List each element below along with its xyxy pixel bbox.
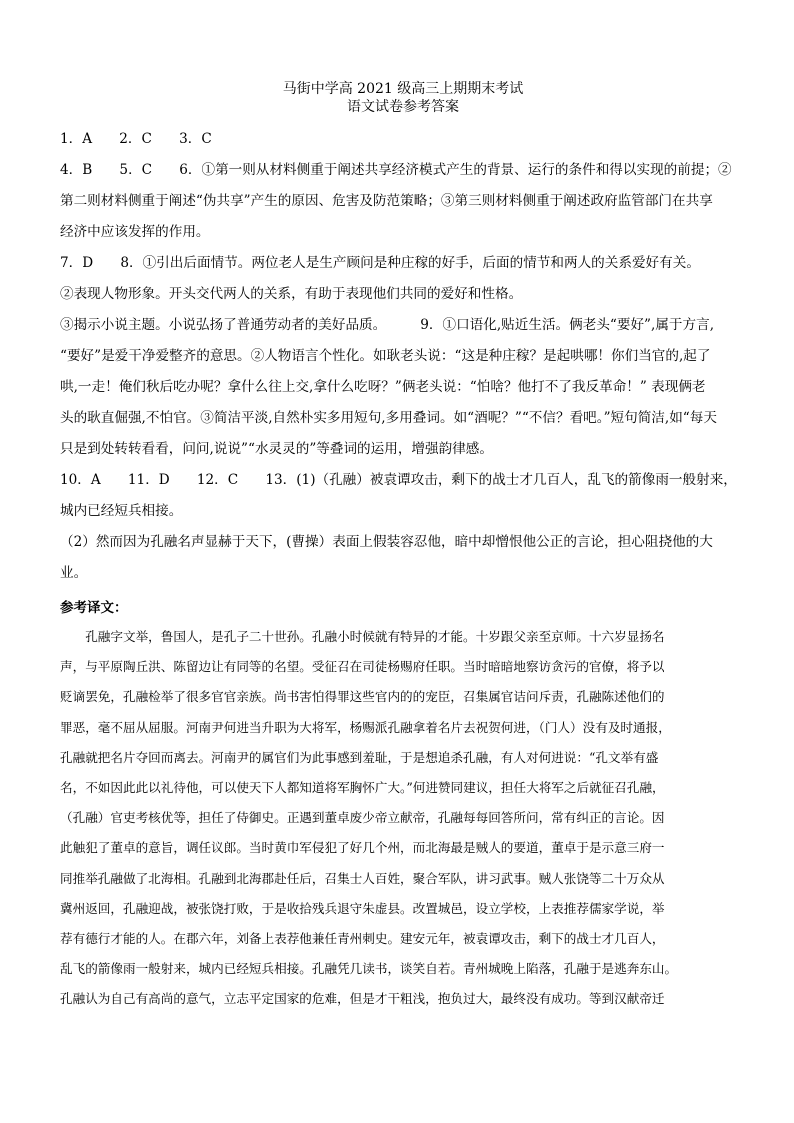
- translation-line: 名，不如因此此以礼待他，可以使天下人都知道将军胸怀广大。”何进赞同建议，担任大将军之后就征召孔融，: [60, 780, 665, 796]
- answer-line: 7．D 8．①引出后面情节。两位老人是生产顾问是种庄稼的好手，后面的情节和两人的关系爱好有关。: [60, 255, 700, 271]
- answer-line: “要好”是爱干净爱整齐的意思。②人物语言个性化。如耿老头说：“这是种庄稼？是起哄哪！你们当官的,起了: [60, 348, 711, 364]
- translation-line: 荐有德行才能的人。在郡六年，刘备上表荐他兼任青州刺史。建安元年，被袁谭攻击，剩下的战士才几百人，: [60, 931, 665, 947]
- document-title: 马街中学高 2021 级高三上期期末考试: [282, 81, 524, 97]
- answer-line: 哄,一走！俺们秋后吃办呢？拿什么往上交,拿什么吃呀？”俩老头说：“怕啥？他打不了我反革命！” 表现俩老: [60, 379, 706, 395]
- answer-line: 只是到处转转看看，问问,说说”“水灵灵的”等叠词的运用，增强韵律感。: [60, 441, 493, 457]
- translation-line: 乱飞的箭像雨一般射来，城内已经短兵相接。孔融凭几读书，谈笑自若。青州城晚上陷落，孔融于是逃奔东山。: [60, 961, 678, 977]
- answer-line: 第二则材料侧重于阐述“伪共享”产生的原因、危害及防范策略；③第三则材料侧重于阐述政府监管部门在共享: [60, 193, 713, 209]
- answer-line: ②表现人物形象。开头交代两人的关系，有助于表现他们共同的爱好和性格。: [60, 286, 523, 302]
- answer-section: [60, 124, 760, 589]
- answer-line: 经济中应该发挥的作用。: [60, 224, 210, 240]
- answer-line: 1．A 2．C 3．C: [60, 131, 212, 147]
- translation-line: 此触犯了董卓的意旨，调任议郎。当时黄巾军侵犯了好几个州，而北海最是贼人的要道，董卓于是示意三府一: [60, 840, 665, 856]
- translation-line: 罪恶，毫不屈从屈服。河南尹何进当升职为大将军，杨赐派孔融拿着名片去祝贺何进，（门人）没有及时通报，: [60, 719, 671, 735]
- answer-line: 头的耿直倔强,不怕官。③简洁平淡,自然朴实多用短句,多用叠词。如“酒呢？”“不信？看吧。”短句简洁,如“每天: [60, 410, 717, 426]
- translation-line: 孔融认为自己有高尚的意气，立志平定国家的危难，但是才干粗浅，抱负过大，最终没有成功。等到汉献帝迁: [60, 991, 665, 1007]
- answer-line: （2）然而因为孔融名声显赫于天下，(曹操）表面上假装容忍他，暗中却憎恨他公正的言论，担心阻挠他的大: [60, 534, 713, 550]
- reference-translation: [60, 622, 743, 1015]
- translation-line: 贬谪罢免，孔融检举了很多官官亲族。尚书害怕得罪这些官内的的宠臣，召集属官诘问斥责，孔融陈述他们的: [60, 689, 665, 705]
- answer-line: ③揭示小说主题。小说弘扬了普通劳动者的美好品质。 9．①口语化,贴近生活。俩老头“要好”,属于方言,: [60, 317, 715, 333]
- translation-line: 同推举孔融做了北海相。孔融到北海郡赴任后，召集士人百姓，聚合军队，讲习武事。贼人张饶等二十万众从: [60, 870, 665, 886]
- translation-line: 声，与平原陶丘洪、陈留边让有同等的名望。受征召在司徒杨赐府任职。当时暗暗地察访贪污的官僚，将予以: [60, 659, 665, 675]
- translation-line: 冀州返回，孔融迎战，被张饶打败，于是收拾残兵退守朱虚县。改置城邑，设立学校，上表推荐儒家学说，举: [60, 900, 665, 916]
- translation-line: 孔融字文举，鲁国人，是孔子二十世孙。孔融小时候就有特异的才能。十岁跟父亲至京师。十六岁显扬名: [60, 629, 665, 644]
- document-header: [0, 80, 794, 116]
- answer-line: 4．B 5．C 6．①第一则从材料侧重于阐述共享经济模式产生的背景、运行的条件和得以实现的前提；②: [60, 162, 732, 178]
- translation-line: 孔融就把名片夺回而离去。河南尹的属官们为此事感到羞耻，于是想追杀孔融，有人对何进说：“孔文举有盛: [60, 749, 659, 765]
- answer-line: 城内已经短兵相接。: [60, 503, 183, 519]
- translation-line: （孔融）官吏考核优等，担任了侍御史。正遇到董卓废少帝立献帝，孔融每每回答所问，常有纠正的言论。因: [60, 810, 665, 826]
- answer-line: 业。: [60, 565, 88, 581]
- reference-translation-heading: 参考译文：: [60, 600, 128, 616]
- answer-line: 10．A 11．D 12．C 13．(1)（孔融）被袁谭攻击，剩下的战士才几百人，乱飞的箭像雨一般射来，: [60, 472, 737, 488]
- document-subtitle: 语文试卷参考答案: [347, 99, 459, 115]
